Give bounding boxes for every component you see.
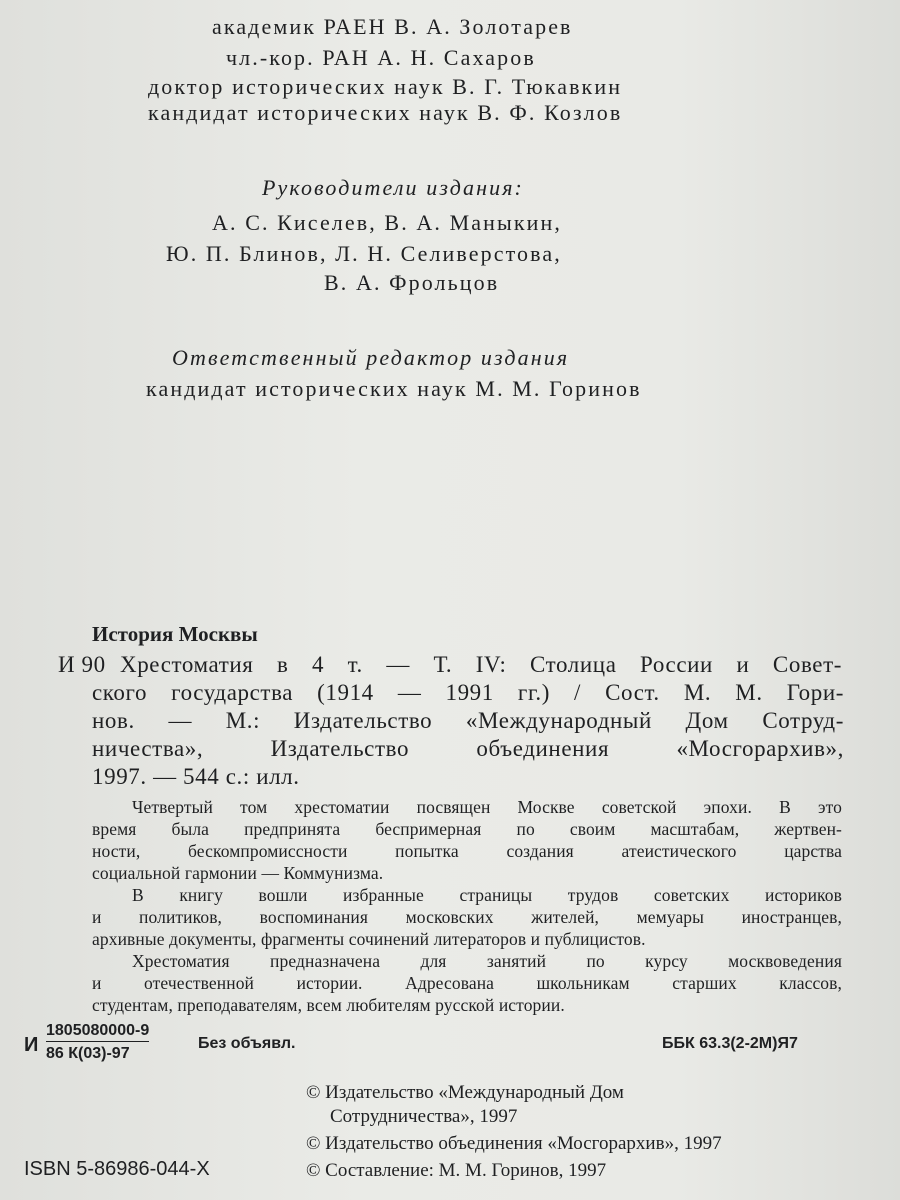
no-ads-label: Без объявл. xyxy=(198,1035,296,1052)
catalog-index: И 90 xyxy=(58,652,106,677)
credit-line-3: доктор исторических наук В. Г. Тюкавкин xyxy=(148,74,623,99)
index-prefix: И xyxy=(24,1034,39,1056)
catalog-title: История Москвы xyxy=(92,622,258,646)
annotation-line: и отечественной истории. Адресована школьникам старших классов, xyxy=(92,973,842,993)
annotation-line: В книгу вошли избранные страницы трудов советских историков xyxy=(132,885,842,905)
copyright-line-2: © Издательство объединения «Мосгорархив», 1997 xyxy=(306,1133,722,1154)
annotation-line: архивные документы, фрагменты сочинений литераторов и публицистов. xyxy=(92,929,646,949)
annotation-line: время была предпринята беспримерная по своим масштабам, жертвен- xyxy=(92,819,842,839)
annotation-line: и политиков, воспоминания московских жителей, мемуары иностранцев, xyxy=(92,907,842,927)
copyright-line-3: © Составление: М. М. Горинов, 1997 xyxy=(306,1160,607,1181)
annotation-line: Четвертый том хрестоматии посвящен Москве советской эпохи. В это xyxy=(132,797,842,817)
index-numerator: 1805080000-9 xyxy=(46,1022,149,1042)
credit-line-2: чл.-кор. РАН А. Н. Сахаров xyxy=(226,45,536,70)
catalog-line-3: нов. — М.: Издательство «Международный Дом Сотруд- xyxy=(92,708,844,733)
bbk-code: ББК 63.3(2-2М)Я7 xyxy=(662,1035,798,1052)
annotation-line: студентам, преподавателям, всем любителям русской истории. xyxy=(92,995,565,1015)
editor-name: кандидат исторических наук М. М. Горинов xyxy=(146,376,642,401)
heads-line-3: В. А. Фрольцов xyxy=(324,270,500,295)
heads-line-1: А. С. Киселев, В. А. Маныкин, xyxy=(212,210,563,235)
annotation-line: социальной гармонии — Коммунизма. xyxy=(92,863,384,883)
copyright-line-1b: Сотрудничества», 1997 xyxy=(330,1106,518,1127)
credit-line-1: академик РАЕН В. А. Золотарев xyxy=(212,14,573,39)
isbn: ISBN 5-86986-044-X xyxy=(24,1158,210,1180)
catalog-line-1: Хрестоматия в 4 т. — Т. IV: Столица России и Совет- xyxy=(120,652,842,677)
editor-label: Ответственный редактор издания xyxy=(172,345,570,370)
catalog-line-4: ничества», Издательство объединения «Мосгорархив», xyxy=(92,736,844,761)
copyright-line-1: © Издательство «Международный Дом xyxy=(306,1082,624,1103)
index-denominator: 86 К(03)-97 xyxy=(46,1045,130,1062)
catalog-line-5: 1997. — 544 с.: илл. xyxy=(92,764,300,789)
annotation-line: Хрестоматия предназначена для занятий по курсу москвоведения xyxy=(132,951,842,971)
heads-label: Руководители издания: xyxy=(262,175,524,200)
annotation-line: ности, бескомпромиссности попытка создания атеистического царства xyxy=(92,841,842,861)
heads-line-2: Ю. П. Блинов, Л. Н. Селиверстова, xyxy=(166,241,562,266)
catalog-line-2: ского государства (1914 — 1991 гг.) / Сост. М. М. Гори- xyxy=(92,680,844,705)
credit-line-4: кандидат исторических наук В. Ф. Козлов xyxy=(148,100,623,125)
